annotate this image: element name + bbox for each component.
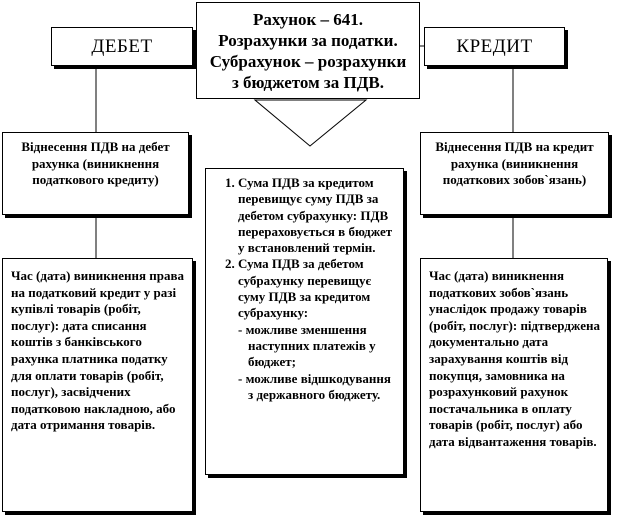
credit-description: Віднесення ПДВ на кредит рахунка (виникнення податкових зобов`язань) [435, 139, 594, 187]
rule-item-2: 2. Сума ПДВ за дебетом субрахунку перевищує суму ПДВ за кредитом субрахунку: - можливе зменшення наступних платежів у бюджет; - можливе відшкодування з державного бюджету. [238, 256, 397, 403]
balance-rules-list [206, 175, 397, 403]
title-line-4: з бюджетом за ПДВ. [231, 73, 385, 92]
debit-description: Віднесення ПДВ на дебет рахунка (виникнення податкового кредиту) [21, 139, 170, 187]
title-line-3: Субрахунок – розрахунки [209, 52, 407, 71]
title-line-1: Рахунок – 641. [252, 10, 364, 29]
balance-rules-box [205, 168, 404, 475]
down-arrow [255, 100, 366, 146]
credit-description-box [420, 132, 609, 215]
debit-header: ДЕБЕТ [91, 36, 153, 57]
debit-description-box [2, 132, 189, 215]
credit-header-box [424, 27, 565, 66]
credit-time-box [420, 258, 608, 512]
rule-sub-list [238, 322, 397, 403]
credit-time-text: Час (дата) виникнення податкових зобов`язань унаслідок продажу товарів (робіт, послуг): підтверджена документально дата зарахування коштів від покупця, замовника на розрахунковий рахунок постачальника в оплату товарів (робіт, послуг) або дата відвантаження товарів. [429, 268, 600, 449]
debit-header-box [51, 27, 193, 66]
debit-time-box [2, 258, 193, 512]
rule-item-1: 1. Сума ПДВ за кредитом перевищує суму ПДВ за дебетом субрахунку: ПДВ перераховується в бюджет у встановлений термін. [238, 175, 397, 256]
account-title-box [196, 2, 420, 99]
debit-time-text: Час (дата) виникнення права на податковий кредит у разі купівлі товарів (робіт, послуг): дата списання коштів з банківського рахунка платника податку для оплати товарів (робіт, послуг), засвідчених податковою накладною, або дата отримання товарів. [11, 268, 184, 433]
title-line-2: Розрахунки за податки. [218, 31, 398, 50]
rule-sub-item-2: - можливе відшкодування з державного бюджету. [238, 370, 391, 402]
credit-header: КРЕДИТ [456, 36, 533, 57]
rule-sub-item-1: - можливе зменшення наступних платежів у бюджет; [238, 321, 376, 370]
